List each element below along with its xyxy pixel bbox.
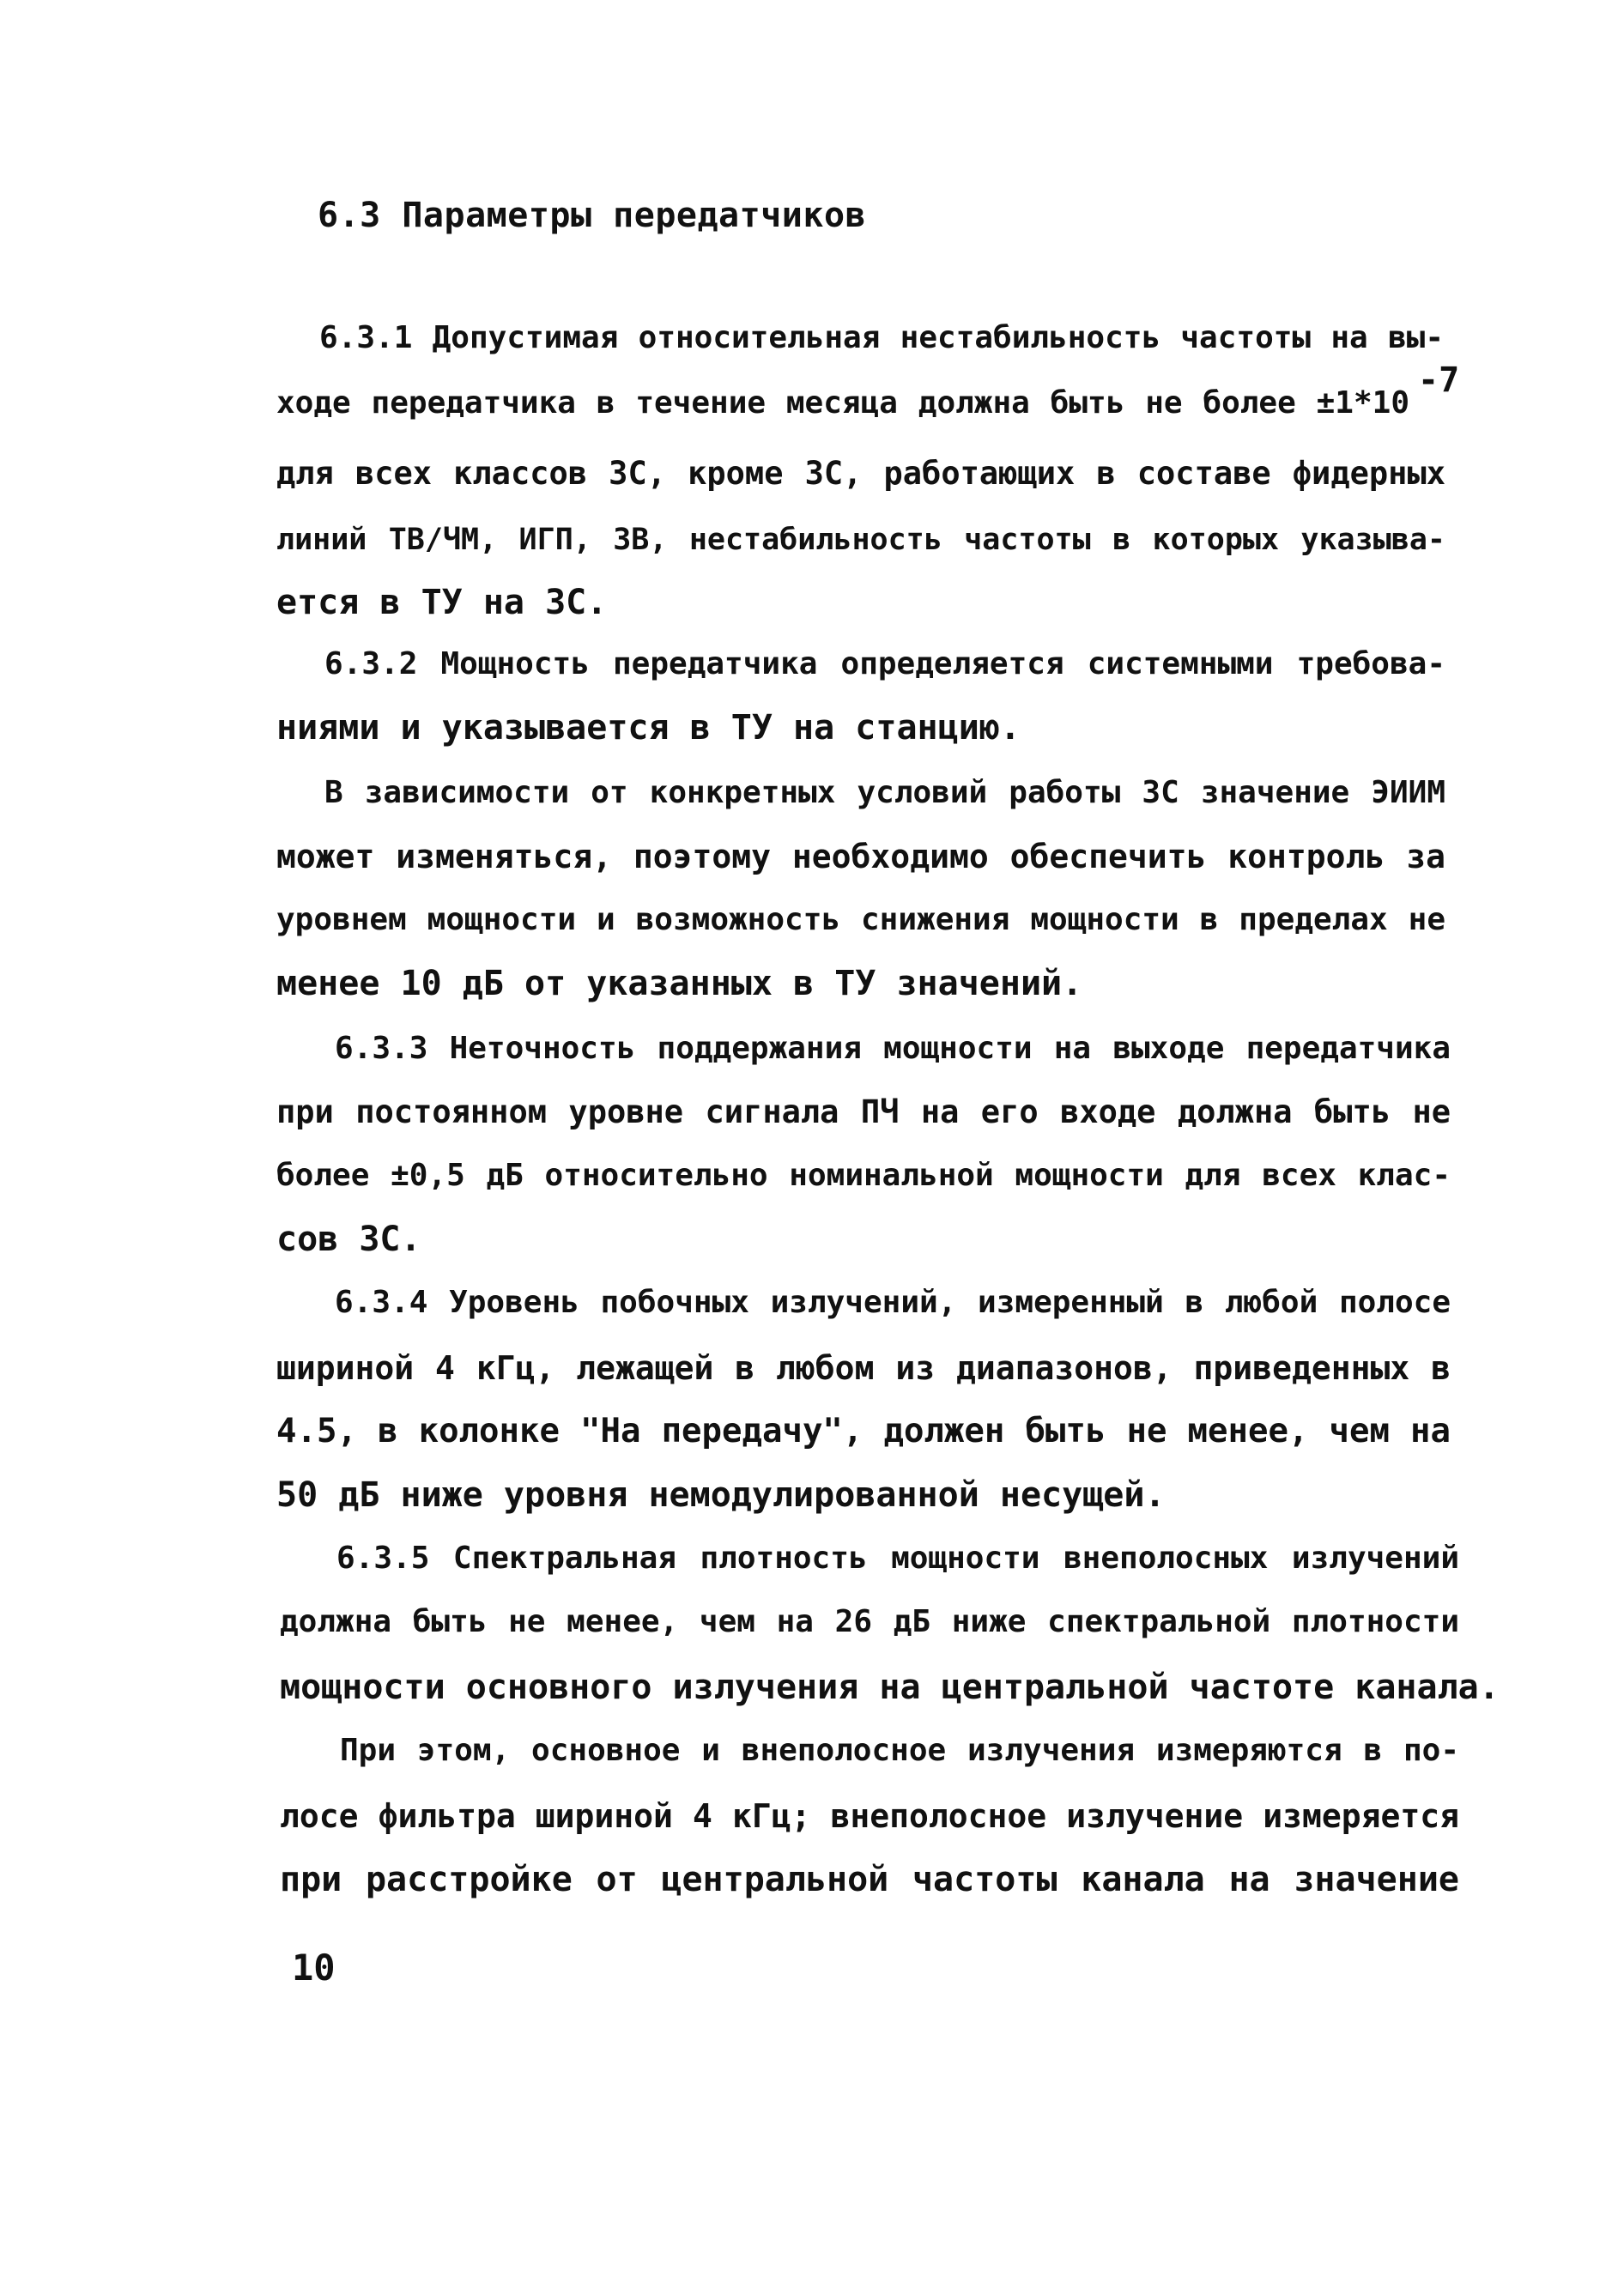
text-line: 6.3.4 Уровень побочных излучений, измеренный в любой полосе: [335, 1285, 1451, 1320]
text-line: 6.3.5 Спектральная плотность мощности внеполосных излучений: [336, 1541, 1459, 1576]
text-line: уровнем мощности и возможность снижения мощности в пределах не: [276, 902, 1445, 937]
text-line: 4.5, в колонке "На передачу", должен быть не менее, чем на: [276, 1412, 1451, 1450]
text-line: для всех классов ЗС, кроме ЗС, работающих в составе фидерных: [276, 455, 1445, 492]
text-line: 6.3.3 Неточность поддержания мощности на выходе передатчика: [335, 1031, 1451, 1066]
text-line: при постоянном уровне сигнала ПЧ на его входе должна быть не: [276, 1093, 1451, 1130]
text-line: сов ЗС.: [276, 1220, 421, 1259]
text-line: линий ТВ/ЧМ, ИГП, ЗВ, нестабильность частоты в которых указыва-: [276, 523, 1445, 557]
text-line: ется в ТУ на ЗС.: [276, 583, 608, 622]
text-line: при расстройке от центральной частоты канала на значение: [280, 1860, 1459, 1899]
exponent-superscript: -7: [1418, 360, 1460, 400]
text-line: шириной 4 кГц, лежащей в любом из диапазонов, приведенных в: [276, 1349, 1451, 1387]
section-heading: 6.3 Параметры передатчиков: [318, 196, 867, 235]
text-line: ходе передатчика в течение месяца должна быть не более ±1*10: [276, 385, 1409, 421]
text-line: 50 дБ ниже уровня немодулированной несущей.: [276, 1475, 1166, 1515]
text-line: более ±0,5 дБ относительно номинальной мощности для всех клас-: [276, 1158, 1451, 1193]
text-line: ниями и указывается в ТУ на станцию.: [276, 708, 1021, 748]
text-line: В зависимости от конкретных условий работы ЗС значение ЭИИМ: [324, 775, 1445, 810]
text-line: может изменяться, поэтому необходимо обеспечить контроль за: [276, 838, 1445, 875]
text-line: мощности основного излучения на центральной частоте канала.: [280, 1668, 1500, 1707]
text-line: При этом, основное и внеполосное излучения измеряются в по-: [340, 1733, 1459, 1768]
text-line: лосе фильтра шириной 4 кГц; внеполосное излучение измеряется: [280, 1797, 1459, 1835]
text-line: 6.3.1 Допустимая относительная нестабильность частоты на вы-: [319, 320, 1444, 355]
text-line: менее 10 дБ от указанных в ТУ значений.: [276, 964, 1083, 1003]
text-line: должна быть не менее, чем на 26 дБ ниже спектральной плотности: [280, 1604, 1459, 1639]
page-number: 10: [292, 1947, 336, 1989]
text-line: 6.3.2 Мощность передатчика определяется системными требова-: [324, 646, 1445, 681]
